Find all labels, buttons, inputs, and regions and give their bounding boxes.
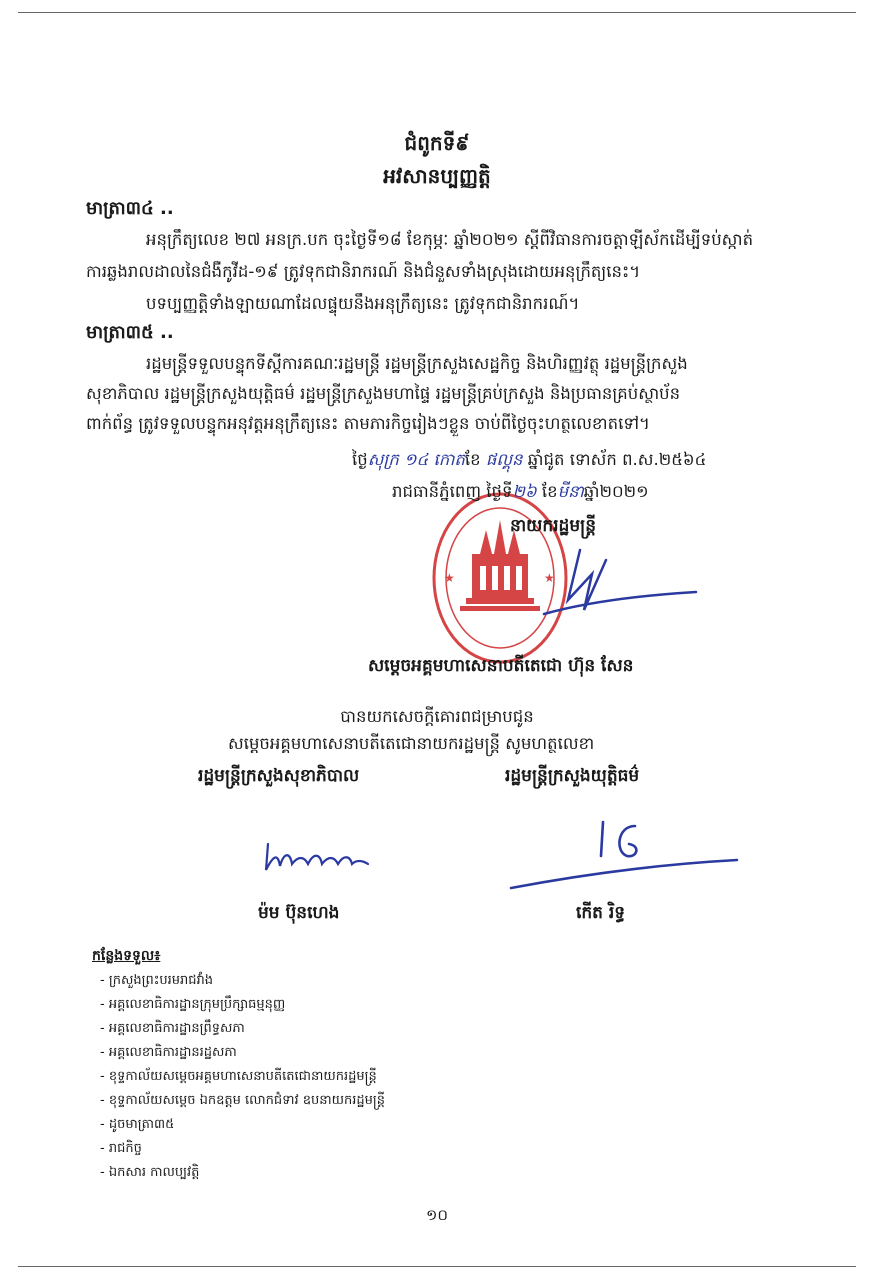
prime-minister-name: សម្តេចអគ្គមហាសេនាបតីតេជោ ហ៊ុន សែន	[368, 656, 634, 676]
distribution-item: - ក្រសួងព្រះបរមរាជវាំង	[100, 973, 214, 988]
article-35-line-1: រដ្ឋមន្ត្រីទទួលបន្ទុកទីស្តីការគណៈរដ្ឋមន្ត្រី រដ្ឋមន្ត្រីក្រសួងសេដ្ឋកិច្ច និងហិរញ្ញវត្ថុ រដ្ឋមន្ត្រីក្រសួង	[146, 354, 688, 373]
distribution-item: - អគ្គលេខាធិការដ្ឋានរដ្ឋសភា	[100, 1045, 237, 1060]
lunar-date-line	[352, 450, 706, 474]
health-minister-signature	[250, 830, 380, 890]
page-number: ១០	[426, 1206, 448, 1224]
lunar-date-handwritten: សុក្រ ១៤ កោត	[367, 450, 465, 469]
prime-minister-signature	[540, 540, 700, 630]
solar-date-prefix: រាជធានីភ្នំពេញ ថ្ងៃទី	[392, 482, 513, 501]
solar-month-handwritten: មីនា	[557, 482, 584, 501]
article-35-line-2: សុខាភិបាល រដ្ឋមន្ត្រីក្រសួងយុត្តិធម៌ រដ្ឋមន្ត្រីក្រសួងមហាផ្ទៃ រដ្ឋមន្ត្រីគ្រប់ក្រសួង និងប្រធានគ្រប់ស្ថាប័ន	[86, 384, 681, 403]
article-34-heading: មាត្រា៣៤ ..	[86, 198, 174, 219]
distribution-heading: កន្លែងទទួល៖	[92, 948, 161, 964]
lunar-date-prefix: ថ្ងៃ	[352, 450, 368, 469]
distribution-item: - រាជកិច្ច	[100, 1141, 142, 1156]
distribution-item: - អគ្គលេខាធិការដ្ឋានក្រុមប្រឹក្សាធម្មនុញ្ញ	[100, 997, 286, 1012]
justice-minister-title: រដ្ឋមន្ត្រីក្រសួងយុត្តិធម៌	[505, 766, 640, 786]
distribution-item: - ខុទ្ទកាល័យសម្តេច ឯកឧត្តម លោកជំទាវ ឧបនាយករដ្ឋមន្ត្រី	[100, 1093, 386, 1108]
justice-minister-name: កើត រិទ្ធ	[576, 903, 626, 923]
article-34-paragraph-1-line-2: ការឆ្លងរាលដាលនៃជំងឺកូវីដ-១៩ ត្រូវទុកជានិរាករណ៍ និងជំនួសទាំងស្រុងដោយអនុក្រឹត្យនេះ។	[86, 262, 641, 281]
article-34-paragraph-2: បទប្បញ្ញត្តិទាំងឡាយណាដែលផ្ទុយនឹងអនុក្រឹត្យនេះ ត្រូវទុកជានិរាករណ៍។	[146, 294, 580, 313]
submission-line-1: បានយកសេចក្តីគោរពជម្រាបជូន	[340, 707, 534, 726]
article-35-line-3: ពាក់ព័ន្ធ ត្រូវទទួលបន្ទុកអនុវត្តអនុក្រឹត្យនេះ តាមភារកិច្ចរៀងៗខ្លួន ចាប់ពីថ្ងៃចុះហត្ថលេខាតទៅ។	[86, 414, 650, 433]
distribution-item: - ឯកសារ កាលប្បវត្តិ	[100, 1165, 200, 1180]
submission-line-2: សម្តេចអគ្គមហាសេនាបតីតេជោនាយករដ្ឋមន្ត្រី សូមហត្ថលេខា	[228, 734, 595, 753]
solar-date-suffix: ឆ្នាំ២០២១	[583, 482, 649, 501]
solar-date-line	[392, 482, 649, 506]
bottom-border-line	[18, 1266, 856, 1267]
lunar-month-handwritten: ផល្គុន	[485, 450, 523, 469]
distribution-item: - ខុទ្ទកាល័យសម្តេចអគ្គមហាសេនាបតីតេជោនាយករដ្ឋមន្ត្រី	[100, 1069, 377, 1084]
svg-text:★: ★	[544, 571, 555, 585]
distribution-item: - អគ្គលេខាធិការដ្ឋានព្រឹទ្ធសភា	[100, 1021, 245, 1036]
justice-minister-signature	[505, 812, 745, 894]
article-35-heading: មាត្រា៣៥ ..	[86, 322, 174, 343]
chapter-number: ជំពូកទី៩	[404, 131, 470, 155]
prime-minister-title: នាយករដ្ឋមន្ត្រី	[510, 516, 596, 536]
lunar-date-suffix: ឆ្នាំជូត ទោស័ក ព.ស.២៥៦៤	[527, 450, 707, 469]
distribution-item: - ដូចមាត្រា៣៥	[100, 1117, 175, 1132]
svg-text:★: ★	[444, 571, 455, 585]
health-minister-title: រដ្ឋមន្ត្រីក្រសួងសុខាភិបាល	[198, 766, 360, 786]
lunar-month-label: ខែ	[464, 450, 481, 469]
top-border-line	[18, 12, 856, 13]
solar-day-handwritten: ២៦	[512, 482, 537, 501]
chapter-title: អវសានប្បញ្ញត្តិ	[383, 164, 491, 188]
article-34-paragraph-1-line-1: អនុក្រឹត្យលេខ ២៧ អនក្រ.បក ចុះថ្ងៃទី១៨ ខែកុម្ភៈ ឆ្នាំ២០២១ ស្តីពីវិធានការចត្តាឡីស័កដើម្បីទប់ស្កាត់	[146, 230, 754, 249]
solar-month-label: ខែ	[541, 482, 558, 501]
health-minister-name: ម៉ម ប៊ុនហេង	[258, 903, 340, 923]
